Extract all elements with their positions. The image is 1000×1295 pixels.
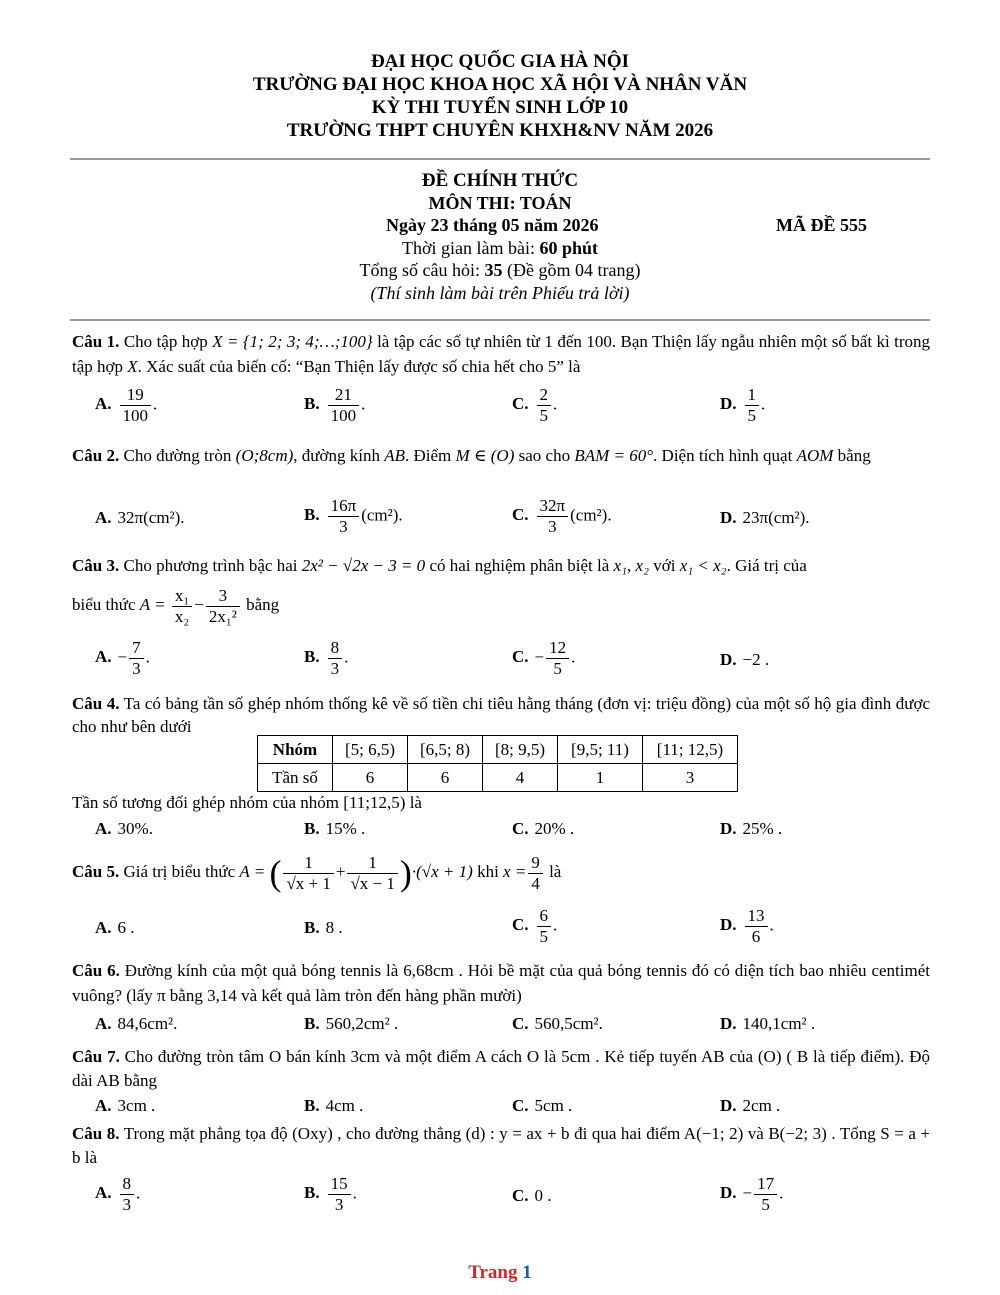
q4-question-text: Tần số tương đối ghép nhóm của nhóm [11;12,5) là [72,793,422,812]
q2-option-b[interactable]: B. $\frac{16\pi}{3}$ (cm²). [304,496,403,536]
official-label: ĐỀ CHÍNH THỨC [421,170,579,191]
exam-code: MÃ ĐỀ 555 [776,215,867,235]
footer-page-number: 1 [522,1262,532,1283]
q6-option-c[interactable]: C. 560,5cm². [512,1014,603,1033]
school-header-line4: TRƯỜNG THPT CHUYÊN KHXH&NV NĂM 2026 [286,120,714,141]
q4-option-b[interactable]: B. 15% . [304,819,366,838]
q8-option-b[interactable]: B. $\frac{15}{3}$ . [304,1174,357,1214]
question-4: Câu 4. Ta có bảng tần số ghép nhóm thống kê về số tiền chi tiêu hằng tháng (đơn vị: triệu đồng) của một số hộ gia đình được cho như bên dưới [72,694,930,736]
q4-option-a[interactable]: A. 30%. [95,819,153,838]
q7-option-d[interactable]: D. 2cm . [720,1096,781,1115]
time-limit: Thời gian làm bài: 60 phút [401,238,599,258]
table-cell: 4 [483,764,558,792]
question-6: Câu 6. Đường kính của một quả bóng tennis là 6,68cm . Hỏi bề mặt của quả bóng tennis đó có diện tích bao nhiêu centimét vuông? (lấy π bằng 3,14 và kết quả làm tròn đến hàng phần mười) [72,961,930,1005]
info-divider [70,319,930,321]
q7-option-a[interactable]: A. 3cm . [95,1096,156,1115]
school-header-line1: ĐẠI HỌC QUỐC GIA HÀ NỘI [370,51,630,72]
question-2: Câu 2. Cho đường tròn (O;8cm), đường kính AB. Điểm M ∈ (O) sao cho BAM = 60°. Diện tích hình quạt AOM bằng [72,446,871,465]
q1-option-b[interactable]: B. $\frac{21}{100}$ . [304,385,366,425]
q5-option-c[interactable]: C. $\frac{6}{5}$ . [512,906,558,946]
q6-option-b[interactable]: B. 560,2cm² . [304,1014,399,1033]
q6-option-a[interactable]: A. 84,6cm². [95,1014,178,1033]
q7-option-c[interactable]: C. 5cm . [512,1096,573,1115]
frequency-table [257,735,738,792]
q4-option-d[interactable]: D. 25% . [720,819,783,838]
q5-option-b[interactable]: B. 8 . [304,918,343,937]
q3-option-b[interactable]: B. $\frac{8}{3}$ . [304,638,349,678]
q8-option-d[interactable]: D. − $\frac{17}{5}$ . [720,1174,784,1214]
footer-page-word: Trang [468,1262,518,1283]
q2-option-a[interactable]: A. 32π(cm²). [95,508,185,527]
q3-expression: biểu thức A = $\frac{\text{x₁}}{\text{x₂}}$ − $\frac{3}{\text{2x₁²}}$ bằng [72,585,280,626]
exam-date: Ngày 23 tháng 05 năm 2026 [386,215,599,235]
table-header: [5; 6,5) [333,736,408,764]
table-header: [8; 9,5) [483,736,558,764]
table-cell: Tần số [258,764,333,792]
table-cell: 3 [643,764,738,792]
school-header-line2: TRƯỜNG ĐẠI HỌC KHOA HỌC XÃ HỘI VÀ NHÂN VĂN [252,74,748,95]
q1-option-c[interactable]: C. $\frac{2}{5}$ . [512,385,558,425]
table-header: Nhóm [258,736,333,764]
table-row [258,736,738,764]
q5-option-a[interactable]: A. 6 . [95,918,135,937]
header-divider [70,158,930,160]
table-header: [9,5; 11) [558,736,643,764]
page-footer [0,1262,1000,1284]
question-7: Câu 7. Cho đường tròn tâm O bán kính 3cm và một điểm A cách O là 5cm . Kẻ tiếp tuyến AB của (O) ( B là tiếp điểm). Độ dài AB bằng [72,1047,930,1090]
q3-option-a[interactable]: A. − $\frac{7}{3}$ . [95,638,150,678]
q2-option-d[interactable]: D. 23π(cm²). [720,508,810,527]
table-cell: 6 [333,764,408,792]
exam-note: (Thí sinh làm bài trên Phiếu trả lời) [370,283,630,303]
subject-label: MÔN THI: TOÁN [428,193,572,213]
table-cell: 6 [408,764,483,792]
question-1: Câu 1. Cho tập hợp X = {1; 2; 3; 4;…;100} là tập các số tự nhiên từ 1 đến 100. Bạn Thiện lấy ngẫu nhiên một số bất kì trong tập hợp X. Xác suất của biến cố: “Bạn Thiện lấy được số chia hết cho 5” là [72,332,930,376]
open-paren: ( [269,853,282,894]
school-header-line3: KỲ THI TUYỂN SINH LỚP 10 [371,97,629,118]
table-header: [11; 12,5) [643,736,738,764]
q5-option-d[interactable]: D. $\frac{13}{6}$ . [720,906,774,946]
q8-option-a[interactable]: A. $\frac{8}{3}$ . [95,1174,141,1214]
q6-option-d[interactable]: D. 140,1cm² . [720,1014,816,1033]
q3-option-c[interactable]: C. − $\frac{12}{5}$ . [512,638,576,678]
question-count: Tổng số câu hỏi: 35 (Đề gồm 04 trang) [359,260,641,280]
table-cell: 1 [558,764,643,792]
question-8: Câu 8. Trong mặt phẳng tọa độ (Oxy) , cho đường thẳng (d) : y = ax + b đi qua hai điểm A(−1; 2) và B(−2; 3) . Tổng S = a + b là [72,1124,930,1167]
q1-option-d[interactable]: D. $\frac{1}{5}$ . [720,385,766,425]
q7-option-b[interactable]: B. 4cm . [304,1096,364,1115]
table-row [258,764,738,792]
question-5: Câu 5. Giá trị biểu thức A = ( $\frac{1}{√x + 1}$ + $\frac{1}{√x - 1}$ )·(√x + 1) khi x = $\frac{9}{4}$ là [72,852,562,894]
q1-option-a[interactable]: A. $\frac{19}{100}$ . [95,385,158,425]
q8-option-c[interactable]: C. 0 . [512,1186,552,1205]
table-header: [6,5; 8) [408,736,483,764]
question-3: Câu 3. Cho phương trình bậc hai 2x² − √2x − 3 = 0 có hai nghiệm phân biệt là x₁, x₂ với x₁ < x₂. Giá trị của [72,556,807,575]
q3-option-d[interactable]: D. −2 . [720,650,770,669]
close-paren: ) [399,853,412,894]
q2-option-c[interactable]: C. $\frac{32\pi}{3}$ (cm²). [512,496,612,536]
q4-option-c[interactable]: C. 20% . [512,819,575,838]
